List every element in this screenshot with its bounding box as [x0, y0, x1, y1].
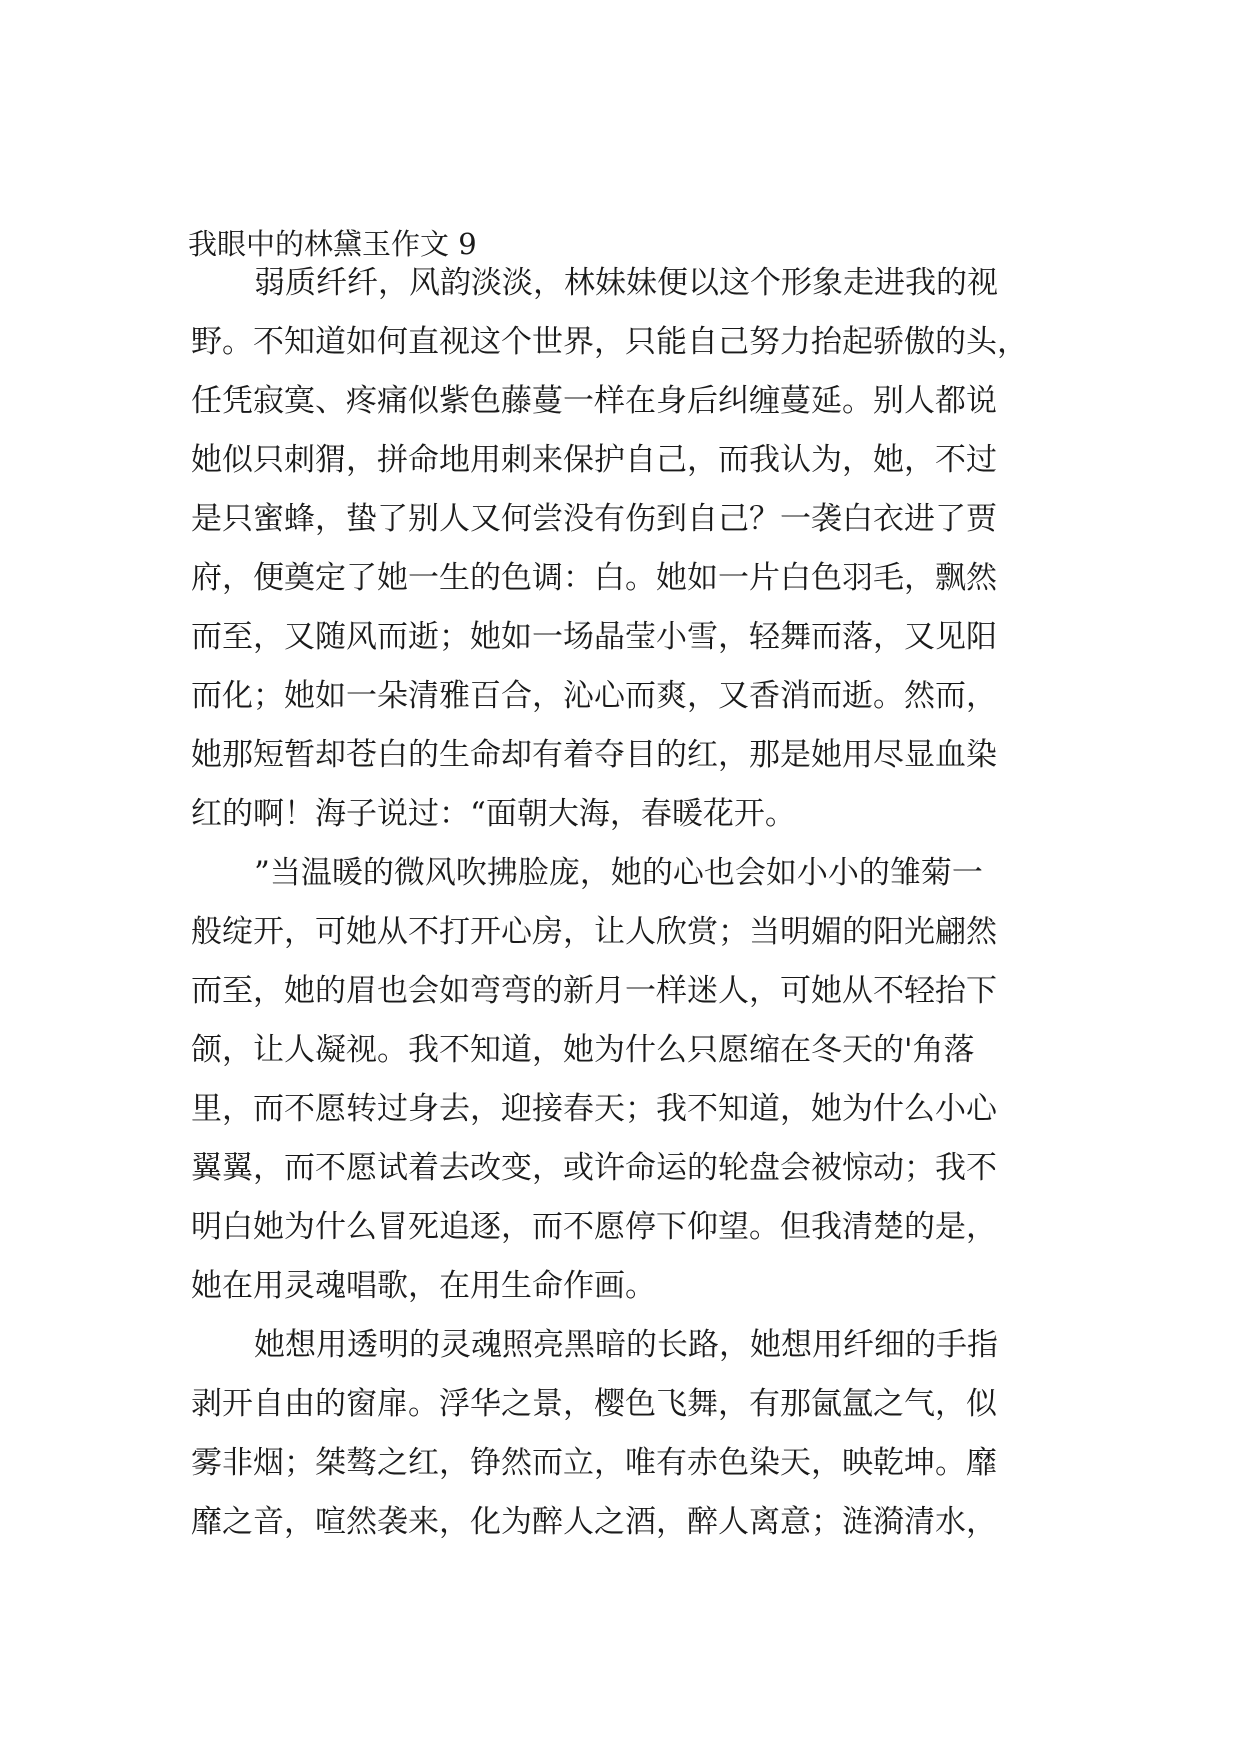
- paragraph-line: ”当温暖的微风吹拂脸庞，她的心也会如小小的雏菊一: [254, 855, 983, 891]
- paragraph-line: 任凭寂寞、疼痛似紫色藤蔓一样在身后纠缠蔓延。别人都说: [191, 383, 997, 419]
- paragraph-line: 翼翼，而不愿试着去改变，或许命运的轮盘会被惊动；我不: [191, 1150, 997, 1186]
- paragraph-line: 野。不知道如何直视这个世界，只能自己努力抬起骄傲的头，: [191, 324, 1028, 360]
- paragraph-line: 般绽开，可她从不打开心房，让人欣赏；当明媚的阳光翩然: [191, 914, 997, 950]
- paragraph-line: 而至，又随风而逝；她如一场晶莹小雪，轻舞而落，又见阳: [191, 619, 997, 655]
- paragraph-line: 靡之音，喧然袭来，化为醉人之酒，醉人离意；涟漪清水，: [191, 1504, 997, 1540]
- paragraph-line: 是只蜜蜂，蛰了别人又何尝没有伤到自己？一袭白衣进了贾: [191, 501, 997, 537]
- paragraph-line: 她那短暂却苍白的生命却有着夺目的红，那是她用尽显血染: [191, 737, 997, 773]
- paragraph-line: 颌，让人凝视。我不知道，她为什么只愿缩在冬天的'角落: [191, 1032, 975, 1068]
- paragraph-line: 她想用透明的灵魂照亮黑暗的长路，她想用纤细的手指: [254, 1327, 998, 1363]
- paragraph-line: 明白她为什么冒死追逐，而不愿停下仰望。但我清楚的是，: [191, 1209, 997, 1245]
- paragraph-line: 红的啊！海子说过：“面朝大海，春暖花开。: [191, 796, 796, 832]
- paragraph-line: 她在用灵魂唱歌，在用生命作画。: [191, 1268, 656, 1304]
- paragraph-line: 她似只刺猬，拼命地用刺来保护自己，而我认为，她，不过: [191, 442, 997, 478]
- paragraph-line: 雾非烟；桀骜之红，铮然而立，唯有赤色染天，映乾坤。靡: [191, 1445, 997, 1481]
- paragraph-line: 而至，她的眉也会如弯弯的新月一样迷人，可她从不轻抬下: [191, 973, 997, 1009]
- paragraph-line: 府，便奠定了她一生的色调：白。她如一片白色羽毛，飘然: [191, 560, 997, 596]
- paragraph-line: 弱质纤纤，风韵淡淡，林妹妹便以这个形象走进我的视: [254, 265, 998, 301]
- essay-title: 我眼中的林黛玉作文 9: [188, 227, 477, 261]
- paragraph-line: 里，而不愿转过身去，迎接春天；我不知道，她为什么小心: [191, 1091, 997, 1127]
- paragraph-line: 而化；她如一朵清雅百合，沁心而爽，又香消而逝。然而，: [191, 678, 997, 714]
- paragraph-line: 剥开自由的窗扉。浮华之景，樱色飞舞，有那氤氲之气，似: [191, 1386, 997, 1422]
